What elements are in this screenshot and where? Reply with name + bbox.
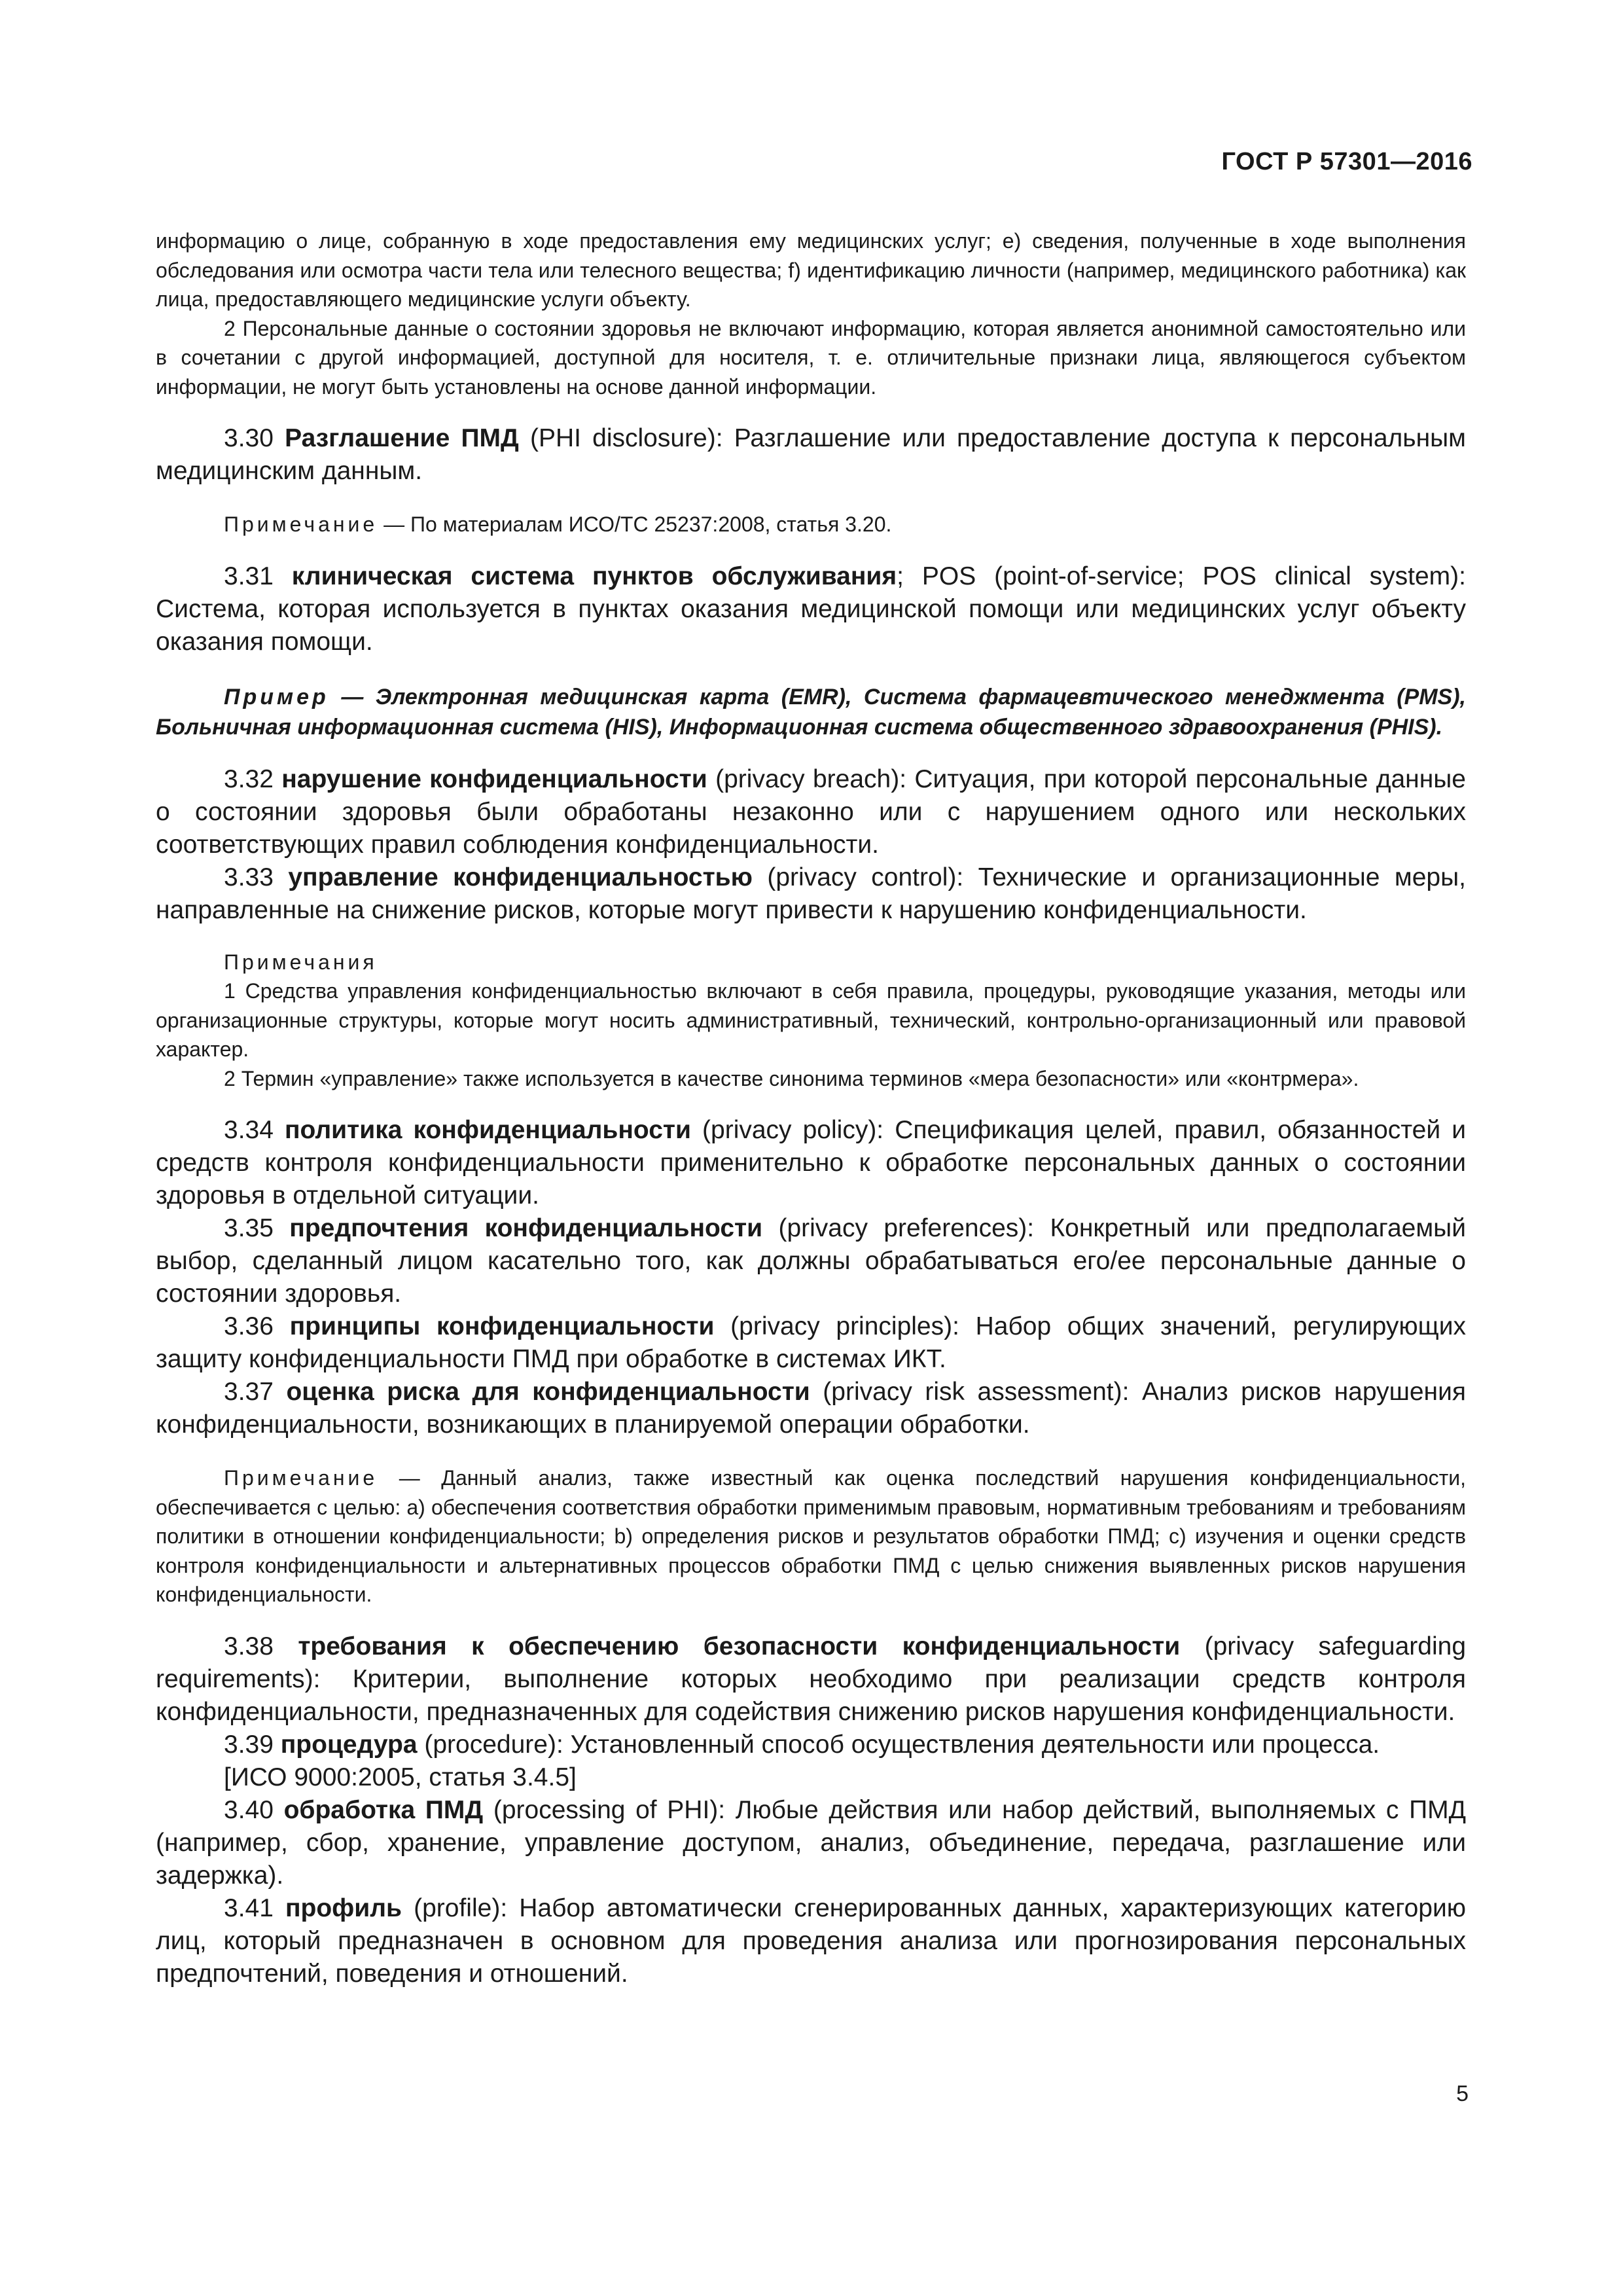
term-3-36: 3.36 принципы конфиденциальности (privacy principles): Набор общих значений, регулирующих защиту конфиденциальности ПМД при обработке в системах ИКТ. [156, 1312, 1466, 1373]
term-title: процедура [280, 1730, 418, 1759]
note-label: Примечание [224, 1466, 378, 1490]
note-continuation: информацию о лице, собранную в ходе предоставления ему медицинских услуг; e) сведения, полученные в ходе выполнения обследования или осмотра части тела или телесного вещества; f) идентификацию личности (например, медицинского работника) как лица, предоставляющего медицинские услуги объекту. [156, 229, 1466, 311]
term-3-34: 3.34 политика конфиденциальности (privacy policy): Спецификация целей, правил, обязанностей и средств контроля конфиденциальности применительно к обработке персональных данных о состоянии здоровья в отдельной ситуации. [156, 1116, 1466, 1210]
term-title: политика конфиденциальности [284, 1116, 691, 1144]
term-3-38: 3.38 требования к обеспечению безопасности конфиденциальности (privacy safeguarding requirements): Критерии, выполнение которых необходимо при реализации средств контроля конфиденциальности, предназначенных для содействия снижению рисков нарушения конфиденциальности. [156, 1632, 1467, 1726]
document-header: ГОСТ Р 57301—2016 [1221, 148, 1472, 175]
document-body [156, 226, 1466, 1990]
source-reference: [ИСО 9000:2005, статья 3.4.5] [224, 1763, 577, 1791]
page-number: 5 [1456, 2081, 1469, 2106]
note-2: 2 Персональные данные о состоянии здоровья не включают информацию, которая является анонимной самостоятельно или в сочетании с другой информацией, доступной для носителя, т. е. отличительные признаки лица, являющегося субъектом информации, не могут быть установлены на основе данной информации. [156, 316, 1466, 399]
note-3-33-2: 2 Термин «управление» также используется в качестве синонима терминов «мера безопасности» или «контрмера». [224, 1066, 1359, 1090]
term-3-40: 3.40 обработка ПМД (processing of PHI): Любые действия или набор действий, выполняемых с ПМД (например, сбор, хранение, управление доступом, анализ, объединение, передача, разглашение или задержка). [156, 1795, 1467, 1890]
example-3-31: Пример — Электронная медицинская карта (EMR), Система фармацевтического менеджмента (PMS), Больничная информационная система (HIS), Информационная система общественного здравоохранения (PHIS). [156, 684, 1466, 740]
term-3-41: 3.41 профиль (profile): Набор автоматически сгенерированных данных, характеризующих категорию лиц, который предназначен в основном для проведения анализа или прогнозирования персональных предпочтений, поведения и отношений. [156, 1893, 1466, 1988]
term-title: клиническая система пунктов обслуживания [291, 562, 897, 590]
term-title: управление конфиденциальностью [288, 863, 753, 891]
note-3-33-1: 1 Средства управления конфиденциальностью включают в себя правила, процедуры, руководящие указания, методы или организационные структуры, которые могут носить административный, технический, контрольно-организационный или правовой характер. [156, 979, 1466, 1061]
term-title: Разглашение ПМД [285, 424, 519, 452]
term-3-30: 3.30 Разглашение ПМД (PHI disclosure): Разглашение или предоставление доступа к персональным медицинским данным. [156, 424, 1466, 485]
term-title: оценка риска для конфиденциальности [286, 1378, 810, 1406]
term-title: предпочтения конфиденциальности [289, 1214, 763, 1242]
term-3-32: 3.32 нарушение конфиденциальности (privacy breach): Ситуация, при которой персональные данные о состоянии здоровья были обработаны незаконно или с нарушением одного или нескольких соответствующих правил соблюдения конфиденциальности. [156, 764, 1466, 859]
term-title: нарушение конфиденциальности [281, 764, 707, 793]
term-title: профиль [285, 1893, 402, 1922]
term-3-35: 3.35 предпочтения конфиденциальности (privacy preferences): Конкретный или предполагаемый выбор, сделанный лицом касательно того, как должны обрабатываться его/ее персональные данные о состоянии здоровья. [156, 1214, 1466, 1308]
term-3-31: 3.31 клиническая система пунктов обслуживания; POS (point-of-service; POS clinical system): Система, которая используется в пунктах оказания медицинской помощи или медицинских услуг объекту оказания помощи. [156, 562, 1466, 656]
note-3-30: Примечание — По материалам ИСО/ТС 25237:2008, статья 3.20. [224, 512, 892, 536]
term-title: обработка ПМД [283, 1795, 484, 1824]
example-label: Пример [224, 684, 329, 709]
note-label: Примечание [224, 512, 378, 536]
term-title: требования к обеспечению безопасности конфиденциальности [298, 1632, 1181, 1660]
term-3-37: 3.37 оценка риска для конфиденциальности (privacy risk assessment): Анализ рисков нарушения конфиденциальности, возникающих в планируемой операции обработки. [156, 1378, 1466, 1439]
term-title: принципы конфиденциальности [289, 1312, 715, 1340]
notes-heading: Примечания [224, 950, 378, 974]
term-3-33: 3.33 управление конфиденциальностью (privacy control): Технические и организационные меры, направленные на снижение рисков, которые могут привести к нарушению конфиденциальности. [156, 863, 1466, 924]
note-3-37: Примечание — Данный анализ, также известный как оценка последствий нарушения конфиденциальности, обеспечивается с целью: a) обеспечения соответствия обработки применимым правовым, нормативным требованиям и требованиям политики в отношении конфиденциальности; b) определения рисков и результатов обработки ПМД; c) изучения и оценки средств контроля конфиденциальности и альтернативных процессов обработки ПМД с целью снижения выявленных рисков нарушения конфиденциальности. [156, 1466, 1466, 1606]
term-3-39: 3.39 процедура (procedure): Установленный способ осуществления деятельности или процесса. [224, 1730, 1380, 1759]
